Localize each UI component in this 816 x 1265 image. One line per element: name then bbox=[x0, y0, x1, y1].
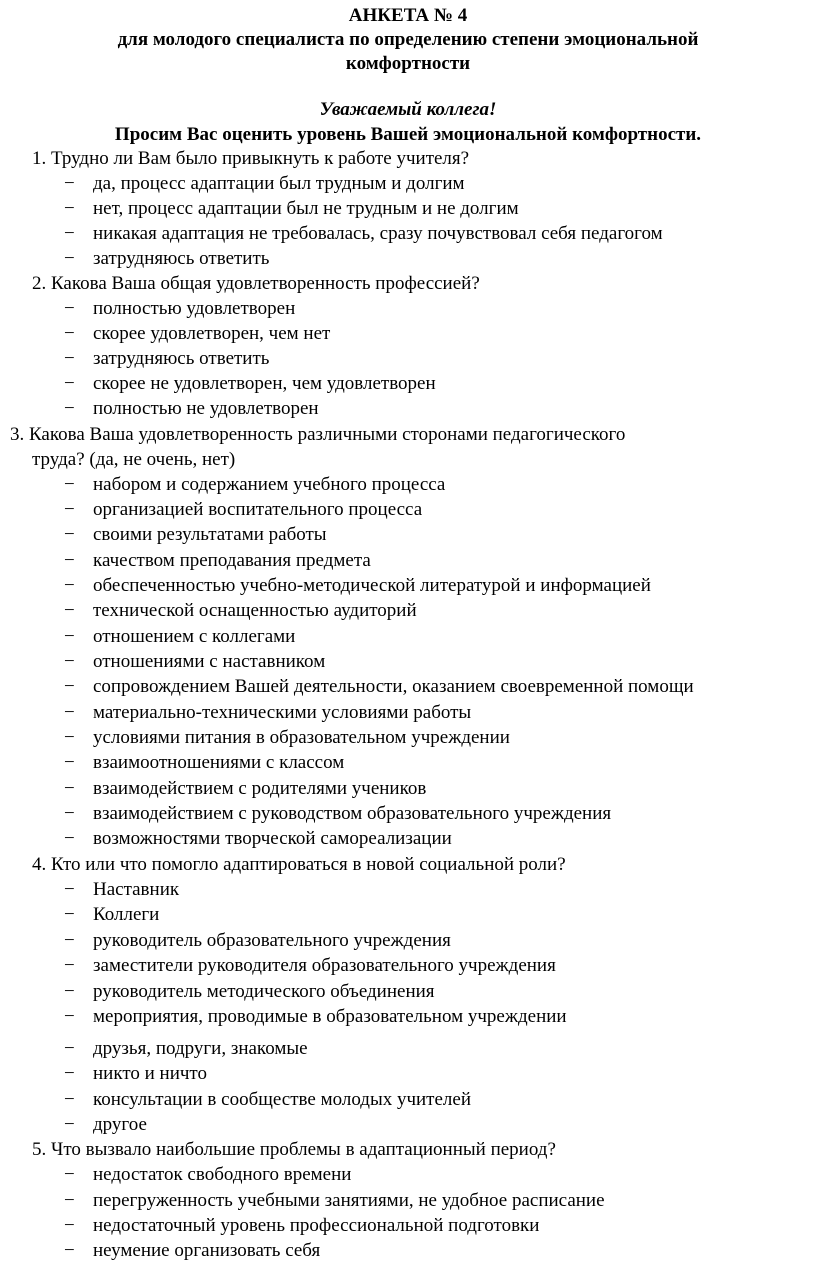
question-2: 2. Какова Ваша общая удовлетворенность профессией? bbox=[32, 273, 480, 294]
option: полностью не удовлетворен bbox=[93, 398, 319, 419]
dash-marker: − bbox=[64, 930, 75, 951]
option: никакая адаптация не требовалась, сразу почувствовал себя педагогом bbox=[93, 223, 663, 244]
dash-marker: − bbox=[64, 1215, 75, 1236]
dash-marker: − bbox=[64, 173, 75, 194]
document-subtitle: для молодого специалиста по определению степени эмоциональной bbox=[117, 29, 699, 50]
option: взаимоотношениями с классом bbox=[93, 752, 345, 773]
intro-text: Просим Вас оценить уровень Вашей эмоциональной комфортности. bbox=[114, 124, 702, 145]
option: недостаток свободного времени bbox=[93, 1164, 352, 1185]
option: затрудняюсь ответить bbox=[93, 348, 270, 369]
dash-marker: − bbox=[64, 348, 75, 369]
dash-marker: − bbox=[64, 524, 75, 545]
dash-marker: − bbox=[64, 474, 75, 495]
option: руководитель методического объединения bbox=[93, 981, 435, 1002]
option: своими результатами работы bbox=[93, 524, 327, 545]
option: другое bbox=[93, 1114, 147, 1135]
dash-marker: − bbox=[64, 575, 75, 596]
option: Наставник bbox=[93, 879, 180, 900]
document-subtitle-continued: комфортности bbox=[345, 53, 471, 74]
dash-marker: − bbox=[64, 1164, 75, 1185]
option: технической оснащенностью аудиторий bbox=[93, 600, 417, 621]
dash-marker: − bbox=[64, 828, 75, 849]
question-3: 3. Какова Ваша удовлетворенность различными сторонами педагогического bbox=[10, 424, 626, 445]
dash-marker: − bbox=[64, 499, 75, 520]
dash-marker: − bbox=[64, 651, 75, 672]
option: Коллеги bbox=[93, 904, 160, 925]
option: набором и содержанием учебного процесса bbox=[93, 474, 446, 495]
dash-marker: − bbox=[64, 752, 75, 773]
dash-marker: − bbox=[64, 955, 75, 976]
dash-marker: − bbox=[64, 248, 75, 269]
document-title-block bbox=[0, 4, 816, 76]
option: взаимодействием с родителями учеников bbox=[93, 778, 427, 799]
option: организацией воспитательного процесса bbox=[93, 499, 423, 520]
question-1: 1. Трудно ли Вам было привыкнуть к работе учителя? bbox=[32, 148, 470, 169]
dash-marker: − bbox=[64, 1089, 75, 1110]
dash-marker: − bbox=[64, 550, 75, 571]
option: недостаточный уровень профессиональной подготовки bbox=[93, 1215, 540, 1236]
question-3-continued: труда? (да, не очень, нет) bbox=[32, 449, 236, 470]
dash-marker: − bbox=[64, 198, 75, 219]
dash-marker: − bbox=[64, 702, 75, 723]
option: отношением с коллегами bbox=[93, 626, 296, 647]
dash-marker: − bbox=[64, 904, 75, 925]
dash-marker: − bbox=[64, 1240, 75, 1261]
dash-marker: − bbox=[64, 676, 75, 697]
dash-marker: − bbox=[64, 1190, 75, 1211]
option: материально-техническими условиями работы bbox=[93, 702, 472, 723]
option: полностью удовлетворен bbox=[93, 298, 296, 319]
option: условиями питания в образовательном учреждении bbox=[93, 727, 510, 748]
dash-marker: − bbox=[64, 879, 75, 900]
document-title: АНКЕТА № 4 bbox=[348, 5, 468, 26]
dash-marker: − bbox=[64, 323, 75, 344]
option: затрудняюсь ответить bbox=[93, 248, 270, 269]
dash-marker: − bbox=[64, 981, 75, 1002]
option: отношениями с наставником bbox=[93, 651, 326, 672]
option: мероприятия, проводимые в образовательном учреждении bbox=[93, 1006, 567, 1027]
question-5: 5. Что вызвало наибольшие проблемы в адаптационный период? bbox=[32, 1139, 556, 1160]
option: нет, процесс адаптации был не трудным и не долгим bbox=[93, 198, 519, 219]
option: никто и ничто bbox=[93, 1063, 207, 1084]
dash-marker: − bbox=[64, 727, 75, 748]
dash-marker: − bbox=[64, 1114, 75, 1135]
dash-marker: − bbox=[64, 1038, 75, 1059]
dash-marker: − bbox=[64, 600, 75, 621]
question-4: 4. Кто или что помогло адаптироваться в новой социальной роли? bbox=[32, 854, 566, 875]
dash-marker: − bbox=[64, 223, 75, 244]
dash-marker: − bbox=[64, 298, 75, 319]
dash-marker: − bbox=[64, 1006, 75, 1027]
dash-marker: − bbox=[64, 626, 75, 647]
dash-marker: − bbox=[64, 803, 75, 824]
option: скорее не удовлетворен, чем удовлетворен bbox=[93, 373, 436, 394]
salutation: Уважаемый коллега! bbox=[319, 99, 497, 120]
dash-marker: − bbox=[64, 1063, 75, 1084]
option: друзья, подруги, знакомые bbox=[93, 1038, 308, 1059]
option: скорее удовлетворен, чем нет bbox=[93, 323, 331, 344]
option: руководитель образовательного учреждения bbox=[93, 930, 451, 951]
option: перегруженность учебными занятиями, не удобное расписание bbox=[93, 1190, 605, 1211]
option: консультации в сообществе молодых учителей bbox=[93, 1089, 471, 1110]
dash-marker: − bbox=[64, 398, 75, 419]
option: качеством преподавания предмета bbox=[93, 550, 371, 571]
option: обеспеченностью учебно-методической литературой и информацией bbox=[93, 575, 651, 596]
dash-marker: − bbox=[64, 373, 75, 394]
option: возможностями творческой самореализации bbox=[93, 828, 452, 849]
option: взаимодействием с руководством образовательного учреждения bbox=[93, 803, 612, 824]
dash-marker: − bbox=[64, 778, 75, 799]
option: заместители руководителя образовательного учреждения bbox=[93, 955, 556, 976]
option: сопровождением Вашей деятельности, оказанием своевременной помощи bbox=[93, 676, 694, 697]
option: неумение организовать себя bbox=[93, 1240, 321, 1261]
option: да, процесс адаптации был трудным и долгим bbox=[93, 173, 465, 194]
